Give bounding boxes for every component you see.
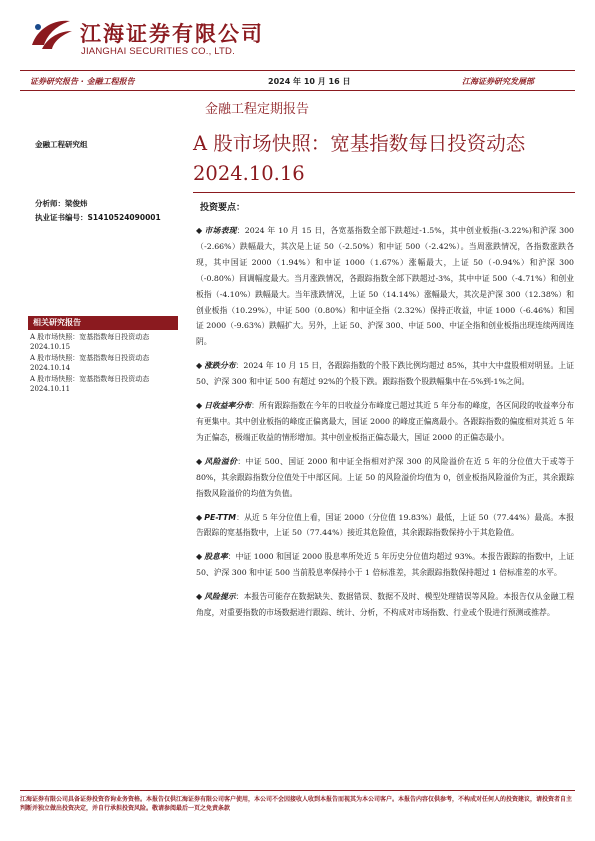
paragraph-lead: 日收益率分布 [204, 401, 252, 411]
research-group: 金融工程研究组 [35, 140, 88, 149]
report-title-date: 2024.10.16 [193, 162, 305, 185]
report-title: A 股市场快照：宽基指数每日投资动态 [193, 132, 526, 155]
diamond-bullet-icon: ◆ [196, 361, 203, 371]
summary-paragraph [196, 454, 574, 502]
report-type: 金融工程定期报告 [205, 102, 310, 117]
related-report-link[interactable]: A 股市场快照：宽基指数每日投资动态 2024.10.14 [30, 353, 150, 373]
diamond-bullet-icon: ◆ [196, 592, 203, 602]
diamond-bullet-icon: ◆ [196, 401, 203, 411]
diamond-bullet-icon: ◆ [196, 552, 203, 562]
brand-name-cn: 江海证券有限公司 [80, 21, 264, 46]
jianghai-logo-icon [28, 15, 74, 53]
header-department: 江海证券研究发展部 [462, 77, 534, 86]
paragraph-text: ：从近 5 年分位值上看，国证 2000（分位值 19.83%）最低，上证 50（77.44%）最高。本报告跟踪的宽基指数中，上证 50（77.44%）接近其危险值，其余跟踪指数保持小于其危险值。 [196, 512, 574, 538]
related-report-link[interactable]: A 股市场快照：宽基指数每日投资动态 2024.10.15 [30, 333, 150, 352]
paragraph-lead: 市场表现 [204, 226, 237, 235]
paragraph-text: ：中证 1000 和国证 2000 股息率所处近 5 年历史分位值均超过 93%。本报告跟踪的指数中，上证 50、沪深 300 和中证 500 当前股息率保持小于 1 倍标准差，其余跟踪指数保持超过 1 倍标准差的水平。 [196, 552, 574, 578]
paragraph-text: ：所有跟踪指数在今年的日收益分布峰度已超过其近 5 年分布的峰度，各区间段的收益率分布有更集中。其中创业板指的峰度正偏离最大，国证 2000 的峰度正偏离最小。各跟踪指数的偏度相对其近 5 年为正偏态，极端正收益的情形增加。其中创业板指正偏态最大，国证 2000 的正偏态最小。 [196, 401, 575, 442]
title-rule [193, 192, 575, 193]
paragraph-text: ：2024 年 10 月 15 日，各宽基指数全部下跌超过-1.5%，其中创业板指(-3.22%)和沪深 300（-2.66%）跌幅最大，其次是上证 50（-2.50%）和中证 500（-2.42%）。当周涨跌情况，各指数涨跌各现，其中国证 2000（1.94%）和中证 1000（1.67%）涨幅最大，上证 50（-0.94%）和沪深 300（-0.80%）回调幅度最大。当月涨跌情况，各跟踪指数全部下跌超过-3%，其中中证 500（-4.71%）和创业板指（-4.10%）跌幅最大。当年涨跌情况，上证 50（14.14%）涨幅最大，其次是沪深 300（12.38%）和创业板指（10.29%），中证 500（0.80%）和中证全指（2.32%）保持正收益，中证 1000（-6.46%）和国证 2000（-9.63%）跌幅扩大。另外，上证 50、沪深 300、中证 500、中证全指和创业板指出现连续两周连阴。 [196, 226, 575, 347]
footer-rule [20, 790, 575, 791]
diamond-bullet-icon: ◆ [196, 456, 203, 466]
related-reports-list [30, 332, 180, 394]
certificate-number: 执业证书编号：S1410524090001 [35, 213, 161, 222]
paragraph-text: ：本报告可能存在数据缺失、数据错误、数据不及时、模型处理错误等风险。本报告仅从金融工程角度，对重要指数的市场数据进行跟踪、统计、分析，不构成对市场指数、行业或个股进行预测或推荐。 [196, 592, 575, 618]
header-category: 证券研究报告 · 金融工程报告 [30, 77, 135, 86]
summary-paragraph [196, 549, 574, 581]
summary-paragraph [196, 510, 574, 542]
paragraph-lead: 风险溢价 [204, 456, 238, 466]
header-top-rule [20, 70, 575, 71]
summary-paragraph [196, 223, 574, 350]
diamond-bullet-icon: ◆ [196, 226, 203, 235]
paragraph-text: ：2024 年 10 月 15 日，各跟踪指数的个股下跌比例均超过 85%，其中大中盘股相对明显。上证 50、沪深 300 和中证 500 有超过 92%的个股下跌。跟踪指数个股跌幅集中在-5%到-1%之间。 [196, 361, 575, 387]
paragraph-lead: 涨跌分布 [204, 361, 236, 371]
paragraph-lead: PE-TTM [204, 512, 237, 522]
brand-name-en: JIANGHAI SECURITIES CO., LTD. [81, 46, 235, 57]
header-date: 2024 年 10 月 16 日 [268, 77, 351, 86]
summary-paragraph [196, 398, 574, 446]
summary-paragraph [196, 358, 574, 390]
paragraph-text: ：中证 500、国证 2000 和中证全指相对沪深 300 的风险溢价在近 5 年的分位值大于或等于 80%，其余跟踪指数分位值处于中部区间。上证 50 的风险溢价均值为 0，创业板指风险溢价为正，其余跟踪指数风险溢价的均值为负值。 [196, 456, 575, 498]
footer-disclaimer: 江海证券有限公司具备证券投资咨询业务资格。本报告仅供江海证券有限公司客户使用，本公司不会因接收人收到本报告而视其为本公司客户。本报告内容仅供参考，不构成对任何人的投资建议，请投资者自主判断并独立做出投资决定，并自行承担投资风险。敬请参阅最后一页之免责条款 [20, 796, 573, 812]
header-bottom-rule [20, 90, 575, 91]
paragraph-lead: 股息率 [204, 552, 228, 562]
summary-heading: 投资要点： [200, 203, 246, 213]
related-reports-heading: 相关研究报告 [28, 316, 178, 330]
summary-paragraph [196, 589, 574, 621]
related-report-link[interactable]: A 股市场快照：宽基指数每日投资动态 2024.10.11 [30, 374, 150, 394]
diamond-bullet-icon: ◆ [196, 512, 203, 522]
analyst-name: 分析师：梁俊炜 [35, 199, 88, 208]
paragraph-lead: 风险提示 [204, 592, 236, 602]
investment-summary [196, 200, 574, 629]
